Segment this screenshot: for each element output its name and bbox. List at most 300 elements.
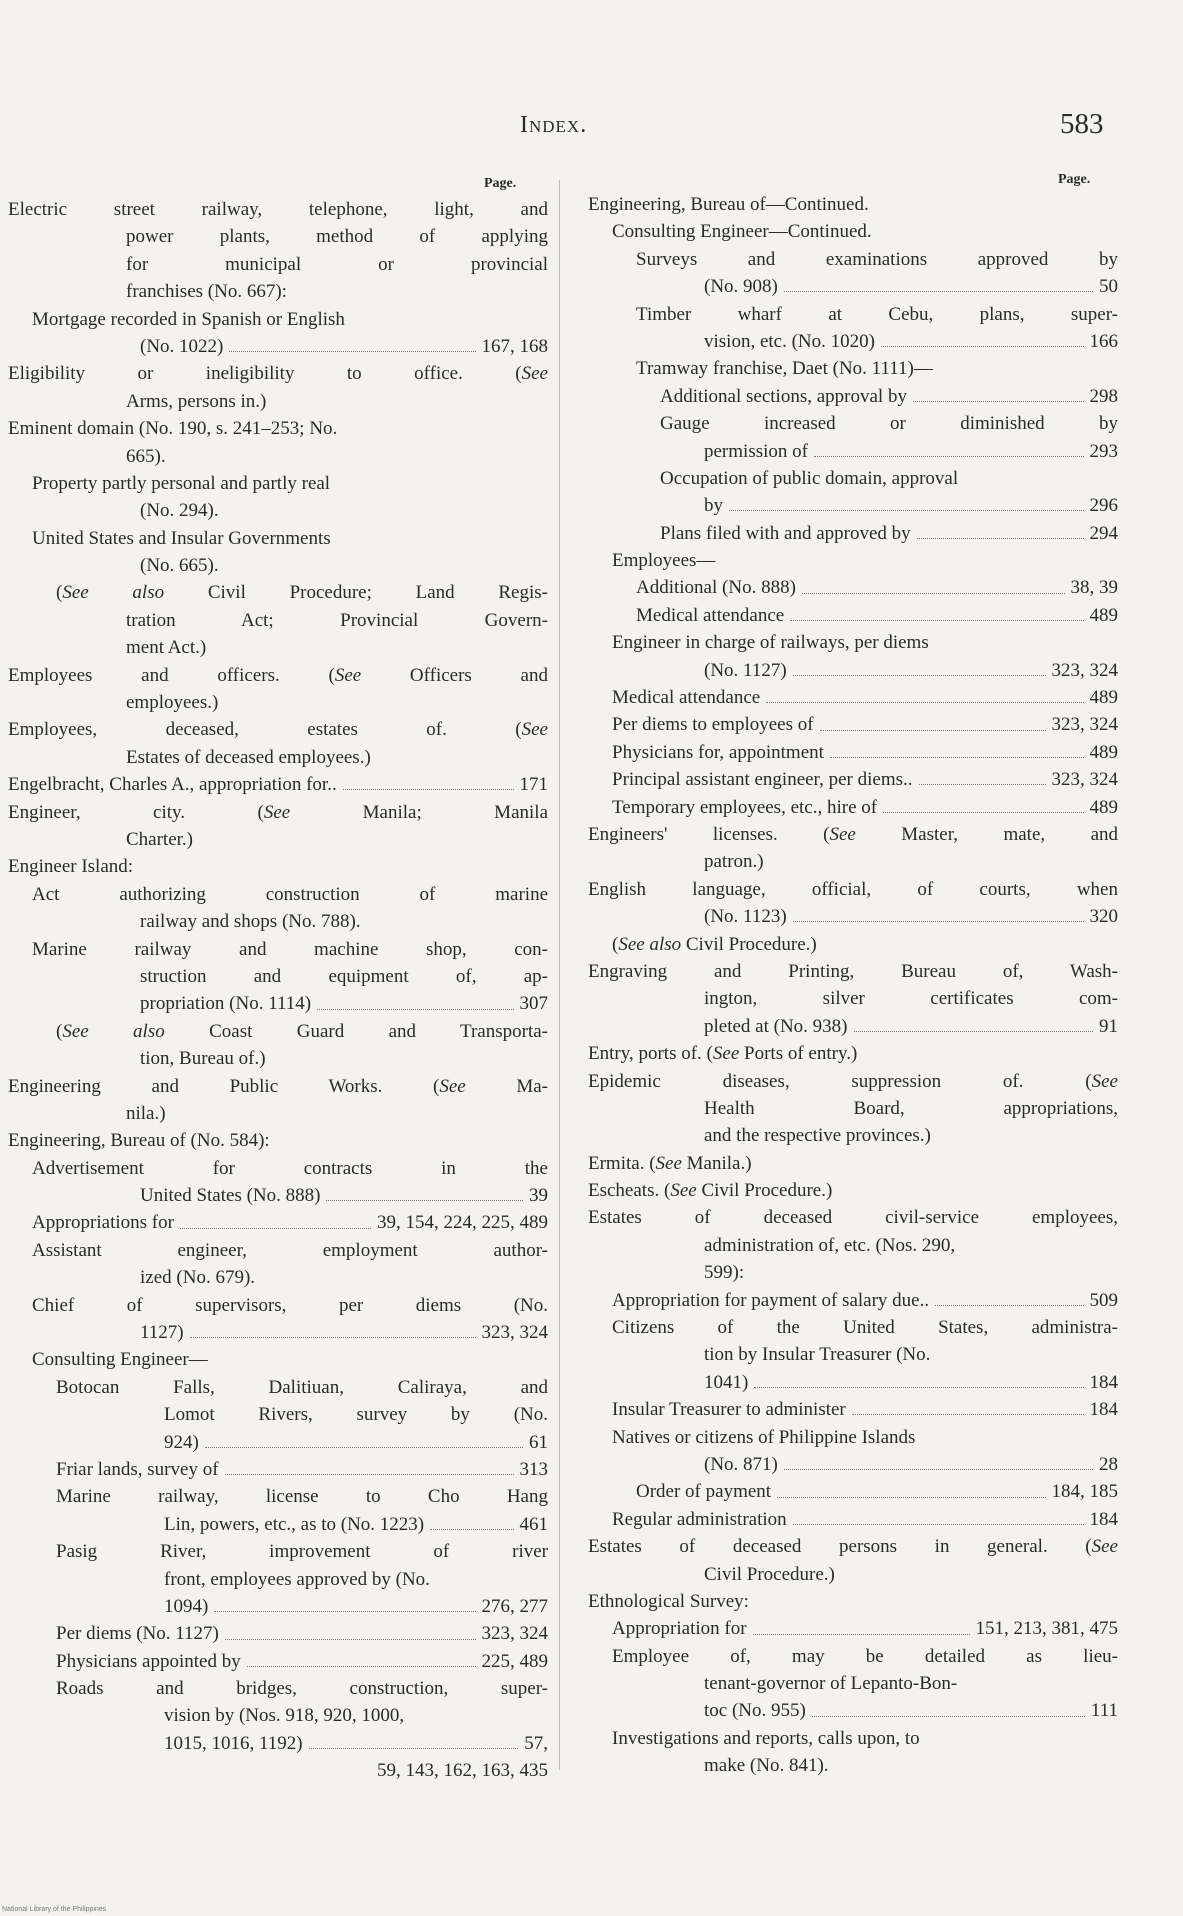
entry-text: railway and shops (No. 788). [140, 911, 361, 933]
page-reference: 184 [1089, 1371, 1118, 1393]
dot-leader [784, 1469, 1093, 1470]
entry-text: (No. 665). [140, 555, 219, 577]
entry-text: United States and Insular Governments [32, 527, 331, 549]
index-entry-line [8, 1073, 548, 1100]
entry-text: Friar lands, survey of [56, 1458, 219, 1480]
dot-leader [917, 538, 1084, 539]
index-entry-line [588, 1040, 1118, 1067]
index-entry-line [8, 744, 548, 771]
entry-text: Lin, powers, etc., as to (No. 1223) [164, 1513, 425, 1535]
index-entry-line [588, 218, 1118, 245]
page-reference: 489 [1089, 687, 1118, 709]
entry-text: ment Act.) [126, 637, 207, 659]
entry-text: struction and equipment of, ap- [140, 965, 548, 987]
dot-leader [309, 1748, 519, 1749]
index-entry-line [8, 1620, 548, 1647]
entry-text: permission of [704, 440, 808, 462]
entry-text: Chief of supervisors, per diems (No. [32, 1294, 548, 1316]
entry-text: Engineering and Public Works. (See Ma- [8, 1075, 548, 1097]
index-entry-line [8, 415, 548, 442]
entry-text: Act authorizing construction of marine [32, 883, 548, 905]
index-entry-line [8, 278, 548, 305]
index-entry-line [8, 963, 548, 990]
index-entry-line [588, 711, 1118, 738]
dot-leader [766, 702, 1083, 703]
index-entry-line [588, 1232, 1118, 1259]
entry-text: power plants, method of applying [126, 226, 548, 248]
entry-text: tenant-governor of Lepanto-Bon- [704, 1673, 958, 1695]
entry-text: Marine railway and machine shop, con- [32, 938, 548, 960]
page-reference: 489 [1089, 604, 1118, 626]
dot-leader [793, 1524, 1084, 1525]
page-reference: 61 [529, 1431, 548, 1453]
page-reference: 294 [1089, 522, 1118, 544]
entry-text: Appropriation for [612, 1618, 747, 1640]
page-reference: 166 [1089, 330, 1118, 352]
index-entry-line [8, 1566, 548, 1593]
entry-text: Regular administration [612, 1508, 787, 1530]
index-entry-line [8, 388, 548, 415]
running-head-title: Index. [520, 112, 588, 138]
entry-text: Medical attendance [612, 687, 761, 709]
index-entry-line [8, 196, 548, 223]
index-entry-line [588, 1095, 1118, 1122]
index-entry-line [8, 470, 548, 497]
index-entry-line [588, 1122, 1118, 1149]
entry-text: (See also Civil Procedure.) [612, 933, 817, 955]
index-entry-line [588, 1615, 1118, 1642]
page-reference: 91 [1099, 1015, 1118, 1037]
entry-text: franchises (No. 667): [126, 281, 287, 303]
dot-leader [784, 291, 1093, 292]
dot-leader [777, 1497, 1045, 1498]
index-entry-line [8, 1675, 548, 1702]
entry-text: Pasig River, improvement of river [56, 1541, 548, 1563]
index-entry-line [588, 985, 1118, 1012]
entry-text: Engineer Island: [8, 856, 134, 878]
entry-text: Plans filed with and approved by [660, 522, 911, 544]
entry-text: Physicians for, appointment [612, 741, 824, 763]
dot-leader [820, 730, 1046, 731]
page-reference: 57, [524, 1732, 548, 1754]
entry-text: administration of, etc. (Nos. 290, [704, 1234, 956, 1256]
entry-text: (No. 871) [704, 1453, 778, 1475]
page-reference: 171 [519, 774, 548, 796]
right-column-page-label: Page. [1058, 172, 1091, 187]
entry-text: Marine railway, license to Cho Hang [56, 1486, 548, 1508]
index-entry-line [8, 333, 548, 360]
index-entry-line [588, 1314, 1118, 1341]
page-reference: 38, 39 [1070, 577, 1118, 599]
page-reference: 298 [1089, 385, 1118, 407]
entry-text: English language, official, of courts, when [588, 878, 1118, 900]
entry-text: Principal assistant engineer, per diems.. [612, 769, 913, 791]
index-entry-line [8, 771, 548, 798]
entry-text: Advertisement for contracts in the [32, 1157, 548, 1179]
entry-text: 1041) [704, 1371, 749, 1393]
dot-leader [812, 1716, 1085, 1717]
page-reference: 151, 213, 381, 475 [975, 1618, 1118, 1640]
entry-text: Employees, deceased, estates of. (See [8, 719, 548, 741]
entry-text: 665). [126, 445, 166, 467]
entry-text: Temporary employees, etc., hire of [612, 796, 878, 818]
index-entry-line [588, 1697, 1118, 1724]
entry-text: Escheats. (See Civil Procedure.) [588, 1180, 833, 1202]
entry-text: Per diems to employees of [612, 714, 814, 736]
index-entry-line [8, 716, 548, 743]
page-reference: 225, 489 [481, 1650, 548, 1672]
entry-text: Eminent domain (No. 190, s. 241–253; No. [8, 418, 338, 440]
index-entry-line [588, 1752, 1118, 1779]
page-reference: 489 [1089, 741, 1118, 763]
entry-text: (See also Coast Guard and Transporta- [56, 1020, 548, 1042]
entry-text: 924) [164, 1431, 199, 1453]
index-entry-line [8, 1045, 548, 1072]
index-entry-line [8, 251, 548, 278]
entry-text: Health Board, appropriations, [704, 1097, 1118, 1119]
index-entry-line [588, 848, 1118, 875]
page-reference: 323, 324 [1051, 714, 1118, 736]
index-entry-line [8, 634, 548, 661]
entry-text: vision by (Nos. 918, 920, 1000, [164, 1705, 405, 1727]
page-reference: 293 [1089, 440, 1118, 462]
index-entry-line [8, 1127, 548, 1154]
footer-credit: National Library of the Philippines [2, 1906, 107, 1913]
entry-text: (No. 1123) [704, 906, 787, 928]
index-entry-line [588, 766, 1118, 793]
index-entry-line [588, 602, 1118, 629]
index-entry-line [8, 1401, 548, 1428]
index-entry-line [588, 739, 1118, 766]
entry-text: (No. 1022) [140, 335, 224, 357]
entry-text: Lomot Rivers, survey by (No. [164, 1404, 548, 1426]
index-entry-line [8, 1155, 548, 1182]
index-entry-line [588, 1341, 1118, 1368]
index-entry-line [8, 990, 548, 1017]
index-entry-line [8, 1319, 548, 1346]
index-entry-line [588, 383, 1118, 410]
dot-leader [326, 1200, 523, 1201]
index-entry-line [588, 1013, 1118, 1040]
index-entry-line [8, 552, 548, 579]
entry-text: Roads and bridges, construction, super- [56, 1678, 548, 1700]
index-entry-line [8, 1511, 548, 1538]
page-header [0, 108, 1183, 152]
index-entry-line [8, 223, 548, 250]
page-reference: 323, 324 [481, 1623, 548, 1645]
index-entry-line [588, 958, 1118, 985]
dot-leader [430, 1529, 513, 1530]
entry-text: Ethnological Survey: [588, 1590, 749, 1612]
entry-text: Ermita. (See Manila.) [588, 1152, 752, 1174]
entry-text: Eligibility or ineligibility to office. (See [8, 363, 548, 385]
index-entry-line [8, 1483, 548, 1510]
index-entry-line [588, 931, 1118, 958]
entry-text: Insular Treasurer to administer [612, 1399, 846, 1421]
entry-text: Gauge increased or diminished by [660, 413, 1118, 435]
index-entry-line [8, 1264, 548, 1291]
page-reference: 28 [1099, 1453, 1118, 1475]
entry-text: Investigations and reports, calls upon, to [612, 1727, 920, 1749]
index-entry-line [588, 1204, 1118, 1231]
entry-text: ized (No. 679). [140, 1267, 256, 1289]
page-reference: 307 [519, 993, 548, 1015]
entry-text: Tramway franchise, Daet (No. 1111)— [636, 358, 933, 380]
entry-text: Mortgage recorded in Spanish or English [32, 308, 345, 330]
index-entry-line [588, 301, 1118, 328]
page-reference: 59, 143, 162, 163, 435 [377, 1760, 548, 1782]
index-entry-line [588, 1068, 1118, 1095]
index-entry-line [8, 1346, 548, 1373]
index-entry-line [588, 657, 1118, 684]
entry-text: Per diems (No. 1127) [56, 1623, 219, 1645]
index-entry-line [588, 465, 1118, 492]
dot-leader [180, 1228, 371, 1229]
entry-text: Charter.) [126, 828, 194, 850]
index-entry-line [588, 1287, 1118, 1314]
page-reference: 320 [1089, 906, 1118, 928]
entry-text: Additional sections, approval by [660, 385, 907, 407]
entry-text: (No. 1127) [704, 659, 787, 681]
dot-leader [247, 1666, 476, 1667]
index-entry-line [588, 1561, 1118, 1588]
index-entry-line [8, 1593, 548, 1620]
entry-text: 1015, 1016, 1192) [164, 1732, 303, 1754]
dot-leader [919, 784, 1046, 785]
index-entry-line [588, 1150, 1118, 1177]
right-index-column [588, 191, 1118, 1780]
dot-leader [754, 1387, 1083, 1388]
index-entry-line [8, 908, 548, 935]
page-reference: 276, 277 [481, 1595, 548, 1617]
dot-leader [753, 1634, 970, 1635]
index-entry-line [588, 410, 1118, 437]
index-entry-line [588, 1259, 1118, 1286]
index-entry-line [8, 525, 548, 552]
page-reference: 184 [1089, 1508, 1118, 1530]
index-entry-line [8, 853, 548, 880]
index-entry-line [8, 1648, 548, 1675]
dot-leader [830, 757, 1084, 758]
entry-text: Natives or citizens of Philippine Islands [612, 1426, 916, 1448]
entry-text: patron.) [704, 851, 764, 873]
entry-text: tion, Bureau of.) [140, 1048, 266, 1070]
index-entry-line [8, 1429, 548, 1456]
index-entry-line [8, 1374, 548, 1401]
entry-text: Property partly personal and partly real [32, 472, 331, 494]
left-column-page-label: Page. [484, 176, 517, 191]
entry-text: Arms, persons in.) [126, 390, 267, 412]
entry-text: (No. 294). [140, 500, 219, 522]
dot-leader [317, 1009, 513, 1010]
index-entry-line [588, 1588, 1118, 1615]
entry-text: Timber wharf at Cebu, plans, super- [636, 303, 1118, 325]
entry-text: for municipal or provincial [126, 253, 548, 275]
index-entry-line [8, 360, 548, 387]
dot-leader [205, 1447, 523, 1448]
index-entry-line [8, 1456, 548, 1483]
entry-text: 1094) [164, 1595, 209, 1617]
index-entry-line [588, 1643, 1118, 1670]
left-index-column [8, 196, 548, 1785]
dot-leader [793, 675, 1046, 676]
entry-text: Engelbracht, Charles A., appropriation for.. [8, 774, 337, 796]
index-entry-line [8, 1018, 548, 1045]
index-entry-line [588, 191, 1118, 218]
entry-text: Appropriations for [32, 1212, 174, 1234]
index-entry-line [8, 1237, 548, 1264]
dot-leader [854, 1031, 1093, 1032]
dot-leader [729, 510, 1084, 511]
dot-leader [190, 1337, 476, 1338]
entry-text: Engineering, Bureau of (No. 584): [8, 1130, 270, 1152]
index-entry-line [588, 629, 1118, 656]
entry-text: (No. 908) [704, 276, 778, 298]
index-entry-line [8, 1292, 548, 1319]
index-entry-line [8, 936, 548, 963]
index-entry-line [8, 579, 548, 606]
index-entry-line [8, 881, 548, 908]
entry-text: Employee of, may be detailed as lieu- [612, 1645, 1118, 1667]
page-reference: 461 [519, 1513, 548, 1535]
entry-text: and the respective provinces.) [704, 1125, 931, 1147]
entry-text: Citizens of the United States, administra- [612, 1317, 1118, 1339]
page-reference: 509 [1089, 1289, 1118, 1311]
index-entry-line [588, 903, 1118, 930]
index-entry-line [8, 1538, 548, 1565]
dot-leader [913, 401, 1084, 402]
entry-text: Medical attendance [636, 604, 785, 626]
entry-text: Entry, ports of. (See Ports of entry.) [588, 1043, 858, 1065]
entry-text: make (No. 841). [704, 1755, 829, 1777]
index-entry-line [8, 1209, 548, 1236]
index-entry-line [588, 574, 1118, 601]
column-divider [559, 180, 560, 1770]
entry-text: nila.) [126, 1102, 166, 1124]
index-entry-line [588, 355, 1118, 382]
entry-text: vision, etc. (No. 1020) [704, 330, 875, 352]
entry-text: Additional (No. 888) [636, 577, 796, 599]
page-reference: 323, 324 [1051, 659, 1118, 681]
index-entry-line [8, 306, 548, 333]
page-reference: 50 [1099, 276, 1118, 298]
entry-text: (See also Civil Procedure; Land Regis- [56, 582, 548, 604]
dot-leader [214, 1611, 475, 1612]
index-entry-line [588, 1424, 1118, 1451]
entry-text: ington, silver certificates com- [704, 988, 1118, 1010]
index-entry-line [588, 1369, 1118, 1396]
dot-leader [793, 921, 1084, 922]
entry-text: front, employees approved by (No. [164, 1568, 430, 1590]
entry-text: Employees— [612, 550, 716, 572]
entry-text: Civil Procedure.) [704, 1563, 835, 1585]
index-entry-line [588, 1670, 1118, 1697]
dot-leader [935, 1305, 1083, 1306]
index-entry-line [588, 547, 1118, 574]
entry-text: Surveys and examinations approved by [636, 248, 1118, 270]
index-entry-line [588, 246, 1118, 273]
dot-leader [225, 1639, 476, 1640]
entry-text: Botocan Falls, Dalitiuan, Caliraya, and [56, 1376, 548, 1398]
entry-text: Engineer, city. (See Manila; Manila [8, 801, 548, 823]
index-entry-line [588, 1177, 1118, 1204]
entry-text: 1127) [140, 1322, 184, 1344]
dot-leader [814, 456, 1084, 457]
entry-text: Appropriation for payment of salary due.. [612, 1289, 930, 1311]
entry-text: Engraving and Printing, Bureau of, Wash- [588, 960, 1118, 982]
entry-text: propriation (No. 1114) [140, 993, 312, 1015]
dot-leader [802, 593, 1065, 594]
index-entry-line [8, 1182, 548, 1209]
dot-leader [229, 351, 475, 352]
page-reference: 323, 324 [1051, 769, 1118, 791]
page-number: 583 [1060, 108, 1104, 140]
entry-text: Engineer in charge of railways, per diems [612, 632, 929, 654]
entry-text: employees.) [126, 692, 219, 714]
entry-text: pleted at (No. 938) [704, 1015, 848, 1037]
dot-leader [881, 346, 1084, 347]
index-entry-line [8, 689, 548, 716]
dot-leader [343, 789, 514, 790]
entry-text: Estates of deceased employees.) [126, 746, 371, 768]
entry-text: Engineers' licenses. (See Master, mate, and [588, 823, 1118, 845]
index-entry-line [588, 1725, 1118, 1752]
index-entry-line [588, 794, 1118, 821]
index-entry-line [588, 876, 1118, 903]
entry-text: Physicians appointed by [56, 1650, 241, 1672]
page-reference: 323, 324 [481, 1322, 548, 1344]
dot-leader [852, 1414, 1084, 1415]
entry-text: United States (No. 888) [140, 1185, 321, 1207]
page-reference: 39 [529, 1185, 548, 1207]
index-entry-line [8, 826, 548, 853]
dot-leader [883, 812, 1083, 813]
entry-text: 599): [704, 1262, 745, 1284]
index-entry-line [8, 1702, 548, 1729]
page-reference: 313 [519, 1458, 548, 1480]
index-entry-line [588, 1506, 1118, 1533]
index-entry-line [588, 1478, 1118, 1505]
entry-text: Assistant engineer, employment author- [32, 1239, 548, 1261]
index-entry-line [8, 1100, 548, 1127]
page-reference: 489 [1089, 796, 1118, 818]
page-reference: 184 [1089, 1399, 1118, 1421]
index-entry-line [8, 607, 548, 634]
entry-text: Order of payment [636, 1481, 772, 1503]
index-entry-line [8, 1730, 548, 1757]
page-reference: 39, 154, 224, 225, 489 [377, 1212, 548, 1234]
entry-text: tion by Insular Treasurer (No. [704, 1344, 931, 1366]
entry-text: Engineering, Bureau of—Continued. [588, 194, 869, 215]
index-entry-line [8, 497, 548, 524]
entry-text: toc (No. 955) [704, 1700, 806, 1722]
index-entry-line [588, 520, 1118, 547]
dot-leader [225, 1474, 514, 1475]
page-reference: 167, 168 [481, 335, 548, 357]
page-reference: 184, 185 [1051, 1481, 1118, 1503]
index-entry-line [8, 799, 548, 826]
entry-text: Estates of deceased civil-service employees, [588, 1207, 1118, 1229]
index-entry-line [8, 662, 548, 689]
dot-leader [790, 620, 1083, 621]
entry-text: Employees and officers. (See Officers and [8, 664, 548, 686]
entry-text: Estates of deceased persons in general. (See [588, 1536, 1118, 1558]
index-entry-line [588, 1451, 1118, 1478]
entry-text: Epidemic diseases, suppression of. (See [588, 1070, 1118, 1092]
index-entry-line [588, 1396, 1118, 1423]
entry-text: Electric street railway, telephone, light, and [8, 199, 548, 220]
entry-text: Occupation of public domain, approval [660, 467, 959, 489]
